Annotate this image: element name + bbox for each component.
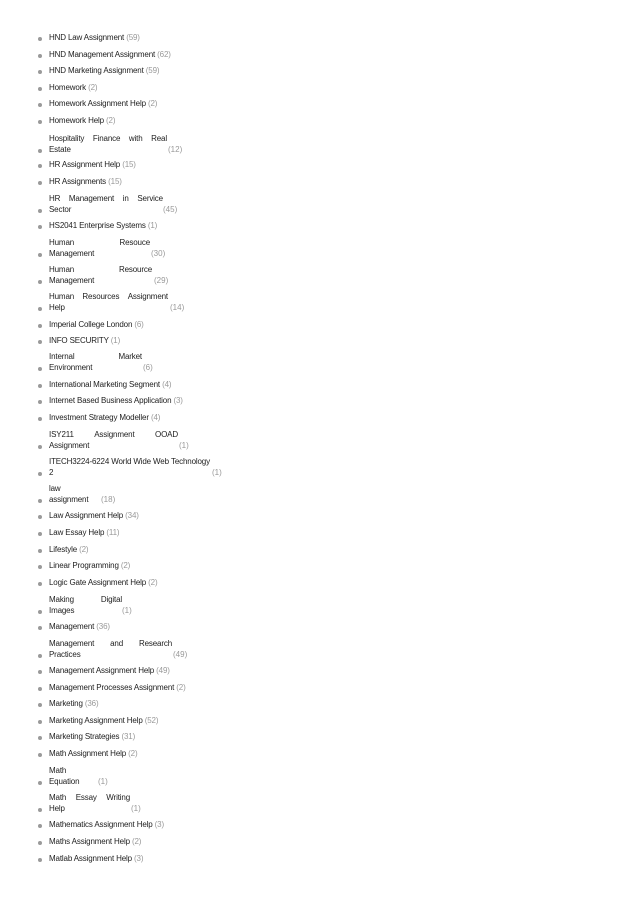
- category-name: Internet Based Business Application: [49, 396, 172, 405]
- category-count: (49): [156, 666, 170, 675]
- category-word: Market: [118, 352, 142, 361]
- bullet-icon: [38, 87, 42, 91]
- bullet-icon: [38, 340, 42, 344]
- category-word: ITECH3224-6224: [49, 457, 110, 466]
- category-count: (4): [150, 413, 161, 422]
- category-item: [0, 699, 638, 711]
- category-count: (2): [88, 83, 98, 92]
- bullet-icon: [38, 324, 42, 328]
- category-word: Hospitality: [49, 134, 85, 143]
- bullet-icon: [38, 824, 42, 828]
- category-word: with: [128, 134, 143, 143]
- category-word: and: [110, 639, 124, 648]
- category-item: [0, 545, 638, 557]
- category-count: (3): [154, 820, 164, 829]
- category-link-homework-assignment-help[interactable]: [49, 99, 157, 109]
- bullet-icon: [38, 499, 42, 503]
- bullet-icon: [38, 720, 42, 724]
- bullet-icon: [38, 400, 42, 404]
- category-item: [0, 50, 638, 62]
- category-count: (34): [125, 511, 139, 520]
- category-count: (1): [147, 221, 158, 230]
- category-word: Web: [153, 457, 169, 466]
- category-word: Human: [49, 292, 75, 301]
- category-item: [0, 430, 638, 450]
- category-item: [0, 33, 638, 45]
- category-link-imperial-college-london[interactable]: [49, 320, 144, 330]
- category-count: (2): [128, 749, 138, 758]
- category-count: (6): [134, 320, 144, 329]
- category-item: [0, 820, 638, 832]
- category-item: [0, 116, 638, 128]
- category-link-investment-strategy-modeller[interactable]: [49, 413, 160, 423]
- category-word: OOAD: [155, 430, 178, 439]
- category-name: Math Assignment Help: [49, 749, 127, 758]
- category-name: Investment Strategy Modeller: [49, 413, 149, 422]
- category-count: (52): [144, 716, 159, 725]
- category-link-continued[interactable]: Help: [49, 303, 65, 312]
- category-link-logic-gate-assignment-help[interactable]: [49, 578, 157, 588]
- category-link-hs2041-enterprise-systems[interactable]: [49, 221, 157, 231]
- category-link-marketing-strategies[interactable]: [49, 732, 135, 742]
- category-item: [0, 238, 638, 258]
- bullet-icon: [38, 687, 42, 691]
- category-link[interactable]: [49, 265, 152, 275]
- category-link-homework[interactable]: [49, 83, 97, 93]
- category-count: (2): [131, 837, 142, 846]
- category-item: [0, 380, 638, 392]
- category-name: HR Assignments: [49, 177, 107, 186]
- bullet-icon: [38, 610, 42, 614]
- category-count: (59): [126, 33, 140, 42]
- category-item: [0, 732, 638, 744]
- category-item: [0, 134, 638, 154]
- category-link[interactable]: [49, 457, 210, 467]
- bullet-icon: [38, 307, 42, 311]
- category-name: HND Law Assignment: [49, 33, 125, 42]
- category-link-info-security[interactable]: [49, 336, 120, 346]
- bullet-icon: [38, 670, 42, 674]
- category-link-continued[interactable]: Estate: [49, 145, 71, 154]
- category-count: (2): [176, 683, 186, 692]
- category-item: [0, 160, 638, 172]
- category-item: [0, 194, 638, 214]
- category-link[interactable]: [49, 430, 178, 440]
- bullet-icon: [38, 472, 42, 476]
- bullet-icon: [38, 149, 42, 153]
- category-link-law-essay-help[interactable]: [49, 528, 119, 538]
- category-item: [0, 66, 638, 78]
- category-word: Assignment: [94, 430, 135, 439]
- category-link-hnd-marketing-assignment[interactable]: [49, 66, 159, 76]
- category-link[interactable]: [49, 793, 130, 803]
- category-link-continued[interactable]: Management: [49, 249, 95, 258]
- category-item: [0, 854, 638, 866]
- category-link-lifestyle[interactable]: [49, 545, 88, 555]
- category-link[interactable]: [49, 484, 59, 494]
- category-item: [0, 511, 638, 523]
- category-word: Human: [49, 238, 75, 247]
- category-word: Human: [49, 265, 75, 274]
- category-word: Assignment: [127, 292, 168, 301]
- category-item: [0, 352, 638, 372]
- category-link-matlab-assignment-help[interactable]: [49, 854, 143, 864]
- category-link[interactable]: [49, 595, 122, 605]
- category-word: ISY211: [49, 430, 74, 439]
- category-name: Law Assignment Help: [49, 511, 124, 520]
- category-name: Matlab Assignment Help: [49, 854, 132, 863]
- category-item: [0, 484, 638, 504]
- category-count: (6): [143, 363, 153, 372]
- category-word: Internal: [49, 352, 75, 361]
- category-word: Management: [68, 194, 115, 203]
- category-link-linear-programming[interactable]: [49, 561, 130, 571]
- bullet-icon: [38, 164, 42, 168]
- category-item: [0, 716, 638, 728]
- category-link-continued[interactable]: 2: [49, 468, 54, 477]
- category-link[interactable]: [49, 134, 167, 144]
- category-link[interactable]: [49, 639, 172, 649]
- category-name: HND Marketing Assignment: [49, 66, 144, 75]
- category-word: Wide: [133, 457, 151, 466]
- bullet-icon: [38, 181, 42, 185]
- category-item: [0, 457, 638, 477]
- category-item: [0, 336, 638, 348]
- category-count: (15): [122, 160, 136, 169]
- category-item: [0, 177, 638, 189]
- category-count: (1): [212, 468, 222, 477]
- category-word: HR: [49, 194, 61, 203]
- category-word: Resouce: [119, 238, 150, 247]
- category-link[interactable]: [49, 352, 142, 362]
- category-link-hnd-law-assignment[interactable]: [49, 33, 140, 43]
- category-link-mathematics-assignment-help[interactable]: [49, 820, 164, 830]
- category-item: [0, 396, 638, 408]
- category-count: (4): [162, 380, 172, 389]
- bullet-icon: [38, 103, 42, 107]
- category-name: Law Essay Help: [49, 528, 105, 537]
- category-link[interactable]: [49, 766, 66, 776]
- category-item: [0, 221, 638, 233]
- bullet-icon: [38, 37, 42, 41]
- category-item: [0, 683, 638, 695]
- category-word: Making: [49, 595, 74, 604]
- category-name: Marketing Strategies: [49, 732, 120, 741]
- bullet-icon: [38, 515, 42, 519]
- category-name: Marketing Assignment Help: [49, 716, 143, 725]
- bullet-icon: [38, 209, 42, 213]
- category-count: (11): [106, 528, 120, 537]
- bullet-icon: [38, 808, 42, 812]
- category-count: (1): [98, 777, 108, 786]
- category-name: Maths Assignment Help: [49, 837, 130, 846]
- category-name: INFO SECURITY: [49, 336, 109, 345]
- category-count: (31): [121, 732, 136, 741]
- bullet-icon: [38, 654, 42, 658]
- bullet-icon: [38, 54, 42, 58]
- category-link-internet-based-business-application[interactable]: [49, 396, 183, 406]
- bullet-icon: [38, 565, 42, 569]
- bullet-icon: [38, 532, 42, 536]
- bullet-icon: [38, 384, 42, 388]
- category-link-continued[interactable]: Equation: [49, 777, 80, 786]
- category-item: [0, 561, 638, 573]
- category-word: Digital: [100, 595, 122, 604]
- category-count: (1): [131, 804, 141, 813]
- category-word: Finance: [92, 134, 121, 143]
- category-item: [0, 793, 638, 813]
- category-name: HS2041 Enterprise Systems: [49, 221, 146, 230]
- category-name: HND Management Assignment: [49, 50, 156, 59]
- bullet-icon: [38, 367, 42, 371]
- category-count: (36): [84, 699, 99, 708]
- bullet-icon: [38, 417, 42, 421]
- category-word: Math: [49, 766, 67, 775]
- category-count: (15): [108, 177, 122, 186]
- category-link-continued[interactable]: Management: [49, 276, 95, 285]
- category-word: in: [122, 194, 129, 203]
- category-link-management-assignment-help[interactable]: [49, 666, 170, 676]
- category-count: (2): [106, 116, 116, 125]
- category-item: [0, 83, 638, 95]
- category-link-marketing-assignment-help[interactable]: [49, 716, 158, 726]
- category-word: Essay: [75, 793, 97, 802]
- category-count: (2): [120, 561, 131, 570]
- bullet-icon: [38, 70, 42, 74]
- bullet-icon: [38, 858, 42, 862]
- category-count: (14): [170, 303, 185, 312]
- category-count: (36): [96, 622, 110, 631]
- category-link-continued[interactable]: Help: [49, 804, 65, 813]
- category-item: [0, 413, 638, 425]
- category-count: (2): [79, 545, 89, 554]
- category-link-continued[interactable]: Practices: [49, 650, 81, 659]
- bullet-icon: [38, 225, 42, 229]
- category-name: Homework: [49, 83, 87, 92]
- category-link-continued[interactable]: Environment: [49, 363, 93, 372]
- bullet-icon: [38, 753, 42, 757]
- category-link-management-processes-assignment[interactable]: [49, 683, 186, 693]
- bullet-icon: [38, 280, 42, 284]
- category-count: (30): [151, 249, 166, 258]
- category-word: Technology: [170, 457, 210, 466]
- category-word: Real: [151, 134, 167, 143]
- category-link-management[interactable]: [49, 622, 110, 632]
- category-name: Homework Assignment Help: [49, 99, 146, 108]
- bullet-icon: [38, 445, 42, 449]
- category-item: [0, 766, 638, 786]
- category-count: (1): [122, 606, 132, 615]
- category-link-continued[interactable]: assignment: [49, 495, 89, 504]
- category-word: Research: [138, 639, 172, 648]
- category-count: (18): [101, 495, 116, 504]
- bullet-icon: [38, 703, 42, 707]
- category-link-hr-assignments[interactable]: [49, 177, 122, 187]
- category-count: (62): [157, 50, 171, 59]
- category-count: (12): [168, 145, 183, 154]
- bullet-icon: [38, 549, 42, 553]
- category-link[interactable]: [49, 238, 150, 248]
- bullet-icon: [38, 120, 42, 124]
- category-link-maths-assignment-help[interactable]: [49, 837, 141, 847]
- bullet-icon: [38, 736, 42, 740]
- category-name: Management Assignment Help: [49, 666, 155, 675]
- category-name: Homework Help: [49, 116, 104, 125]
- category-name: HR Assignment Help: [49, 160, 121, 169]
- category-link[interactable]: [49, 194, 163, 204]
- category-word: law: [49, 484, 61, 493]
- category-link-continued[interactable]: Sector: [49, 205, 72, 214]
- category-item: [0, 99, 638, 111]
- category-link-math-assignment-help[interactable]: [49, 749, 137, 759]
- bullet-icon: [38, 781, 42, 785]
- category-name: Management: [49, 622, 95, 631]
- category-link-hnd-management-assignment[interactable]: [49, 50, 171, 60]
- category-name: Lifestyle: [49, 545, 77, 554]
- category-name: Linear Programming: [49, 561, 119, 570]
- bullet-icon: [38, 841, 42, 845]
- category-item: [0, 578, 638, 590]
- bullet-icon: [38, 582, 42, 586]
- category-count: (1): [110, 336, 121, 345]
- category-word: Management: [49, 639, 95, 648]
- category-link-continued[interactable]: Assignment: [49, 441, 90, 450]
- category-count: (49): [173, 650, 188, 659]
- category-name: Logic Gate Assignment Help: [49, 578, 147, 587]
- category-item: [0, 837, 638, 849]
- category-link-marketing[interactable]: [49, 699, 99, 709]
- category-item: [0, 622, 638, 634]
- category-word: Service: [137, 194, 163, 203]
- category-link-law-assignment-help[interactable]: [49, 511, 139, 521]
- category-word: Writing: [106, 793, 130, 802]
- category-word: Resources: [82, 292, 120, 301]
- category-count: (2): [148, 578, 158, 587]
- category-item: [0, 595, 638, 615]
- category-count: (29): [154, 276, 169, 285]
- category-name: Imperial College London: [49, 320, 133, 329]
- category-count: (2): [147, 99, 158, 108]
- category-word: Resource: [118, 265, 152, 274]
- category-item: [0, 292, 638, 312]
- category-item: [0, 666, 638, 678]
- category-count: (3): [134, 854, 144, 863]
- category-word: World: [111, 457, 132, 466]
- category-item: [0, 528, 638, 540]
- category-count: (3): [173, 396, 183, 405]
- category-count: (59): [145, 66, 160, 75]
- category-count: (45): [163, 205, 178, 214]
- category-item: [0, 749, 638, 761]
- category-name: Management Processes Assignment: [49, 683, 175, 692]
- category-name: Marketing: [49, 699, 83, 708]
- category-link-homework-help[interactable]: [49, 116, 115, 126]
- bullet-icon: [38, 626, 42, 630]
- category-item: [0, 320, 638, 332]
- category-link-continued[interactable]: Images: [49, 606, 75, 615]
- category-link[interactable]: [49, 292, 168, 302]
- category-item: [0, 265, 638, 285]
- bullet-icon: [38, 253, 42, 257]
- category-word: Math: [49, 793, 67, 802]
- category-name: International Marketing Segment: [49, 380, 160, 389]
- category-name: Mathematics Assignment Help: [49, 820, 153, 829]
- category-item: [0, 639, 638, 659]
- category-link-hr-assignment-help[interactable]: [49, 160, 136, 170]
- category-link-international-marketing-segment[interactable]: [49, 380, 171, 390]
- category-count: (1): [179, 441, 189, 450]
